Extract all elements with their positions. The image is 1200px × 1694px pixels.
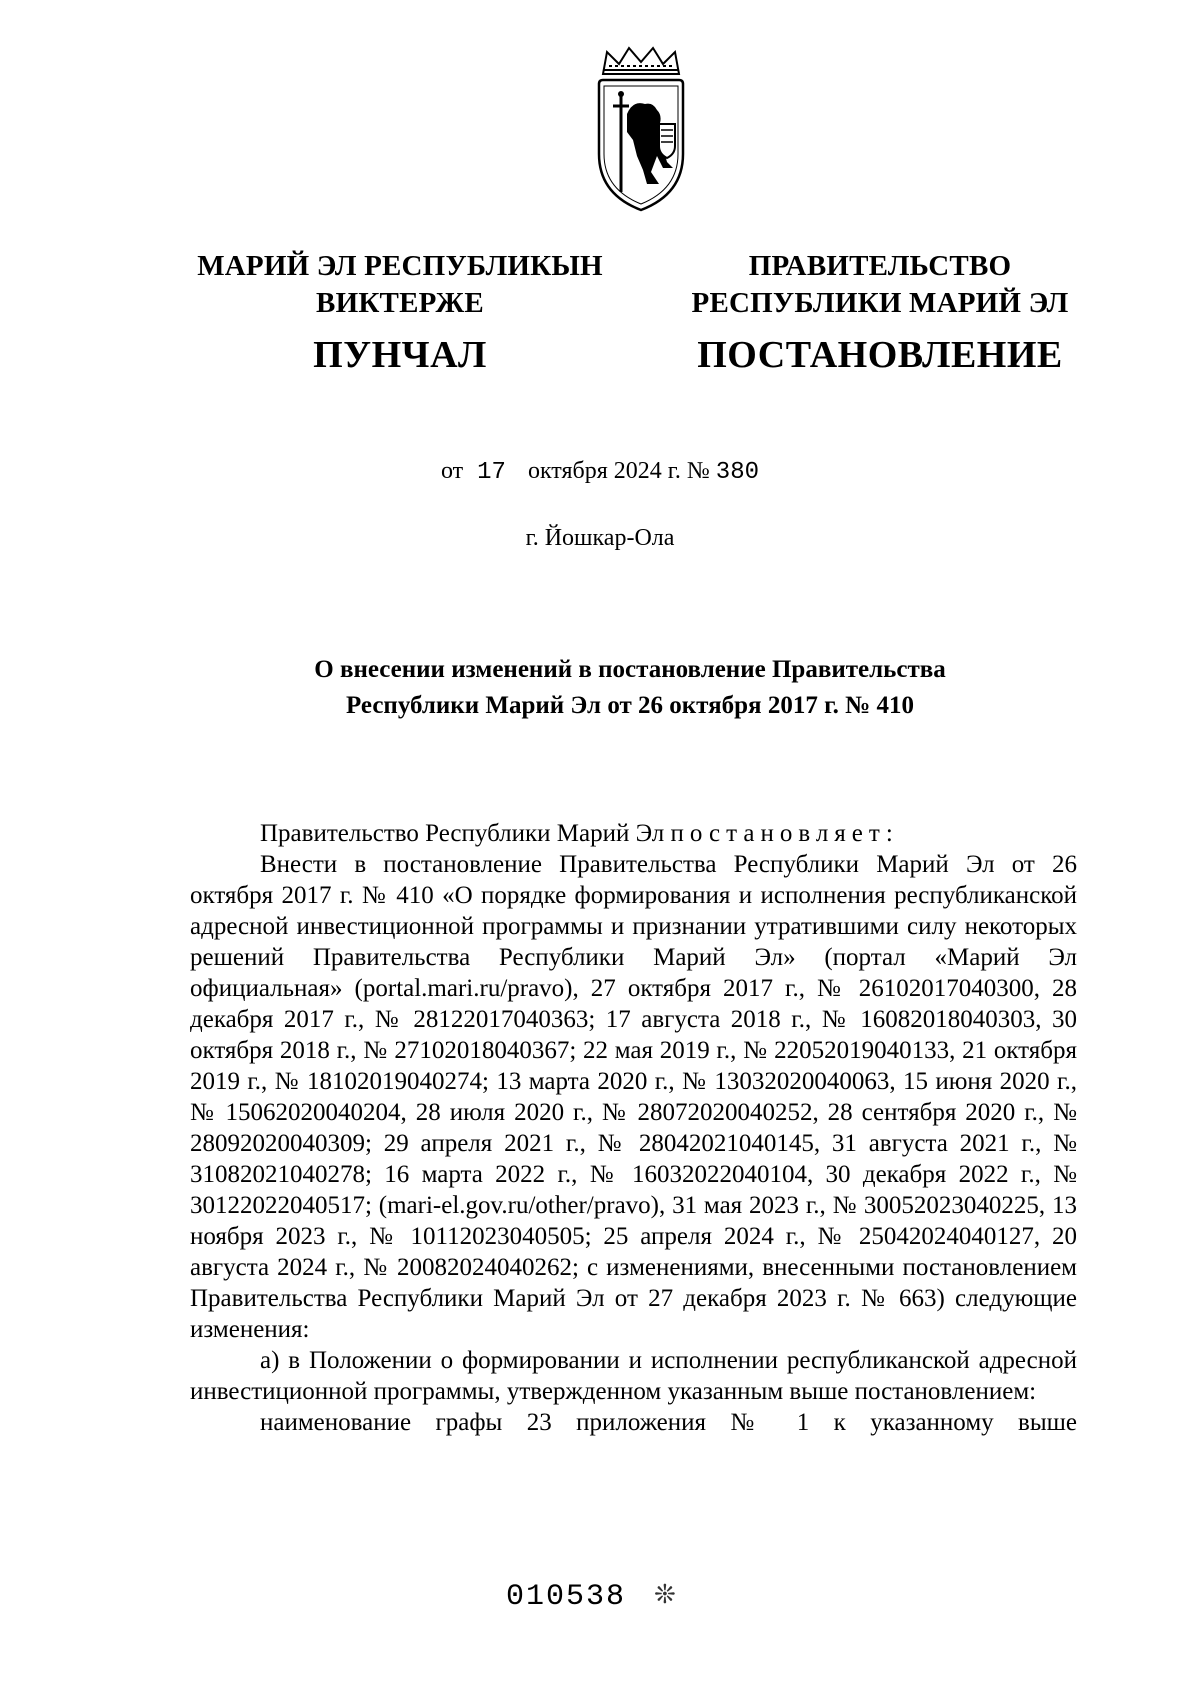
- paragraph-1: Внести в постановление Правительства Республики Марий Эл от 26 октября 2017 г. № 410 «О порядке формирования и исполнения республиканской адресной инвестиционной программы и признании утратившими силу некоторых решений Правительства Республики Марий Эл» (портал «Марий Эл официальная» (portal.mari.ru/pravo), 27 октября 2017 г., № 26102017040300, 28 декабря 2017 г., № 28122017040363; 17 августа 2018 г., № 16082018040303, 30 октября 2018 г., № 27102018040367; 22 мая 2019 г., № 22052019040133, 21 октября 2019 г., № 18102019040274; 13 марта 2020 г., № 13032020040063, 15 июня 2020 г., № 15062020040204, 28 июля 2020 г., № 28072020040252, 28 сентября 2020 г., № 28092020040309; 29 апреля 2021 г., № 28042021040145, 31 августа 2021 г., № 31082021040278; 16 марта 2022 г., № 16032022040104, 30 декабря 2022 г., № 30122022040517; (mari-el.gov.ru/other/pravo), 31 мая 2023 г., № 30052023040225, 13 ноября 2023 г., № 10112023040505; 25 апреля 2024 г., № 25042024040127, 20 августа 2024 г., № 20082024040262; с изменениями, внесенными постановлением Правительства Республики Марий Эл от 27 декабря 2023 г. № 663) следующие изменения:: [190, 851, 1077, 1343]
- header-left-title: ПУНЧАЛ: [313, 334, 487, 376]
- coat-of-arms-icon: [593, 44, 689, 214]
- header-right-line2: РЕСПУБЛИКИ МАРИЙ ЭЛ: [691, 287, 1069, 319]
- date-prefix: от: [440, 458, 464, 484]
- preamble-resolves: постановляет:: [670, 820, 899, 847]
- header-left-line2: ВИКТЕРЖЕ: [316, 287, 484, 319]
- date-month-year: октября 2024 г. №: [527, 458, 710, 484]
- document-body: [190, 818, 1077, 1438]
- preamble: [190, 818, 1077, 849]
- document-city: г. Йошкар-Ола: [525, 525, 675, 551]
- paragraph-2: а) в Положении о формировании и исполнении республиканской адресной инвестиционной программы, утвержденном указанным выше постановлением:: [190, 1347, 1077, 1405]
- header-right-title: ПОСТАНОВЛЕНИЕ: [697, 334, 1063, 376]
- form-serial-number: 010538: [506, 1580, 627, 1614]
- date-day: 17: [477, 459, 506, 486]
- preamble-text: Правительство Республики Марий Эл: [260, 820, 671, 847]
- document-number: 380: [715, 459, 760, 486]
- paragraph-3: наименование графы 23 приложения № 1 к указанному выше: [260, 1409, 1077, 1436]
- header-russian: [670, 248, 1090, 378]
- document-subject: [180, 652, 1080, 724]
- header-left-line1: МАРИЙ ЭЛ РЕСПУБЛИКЫН: [197, 250, 603, 282]
- subject-line1: О внесении изменений в постановление Правительства: [314, 656, 946, 683]
- header-mari: [180, 248, 620, 378]
- header-right-line1: ПРАВИТЕЛЬСТВО: [748, 250, 1012, 282]
- security-mark-icon: ❊: [654, 1580, 676, 1609]
- subject-line2: Республики Марий Эл от 26 октября 2017 г. № 410: [345, 692, 914, 719]
- document-date: [0, 458, 1200, 486]
